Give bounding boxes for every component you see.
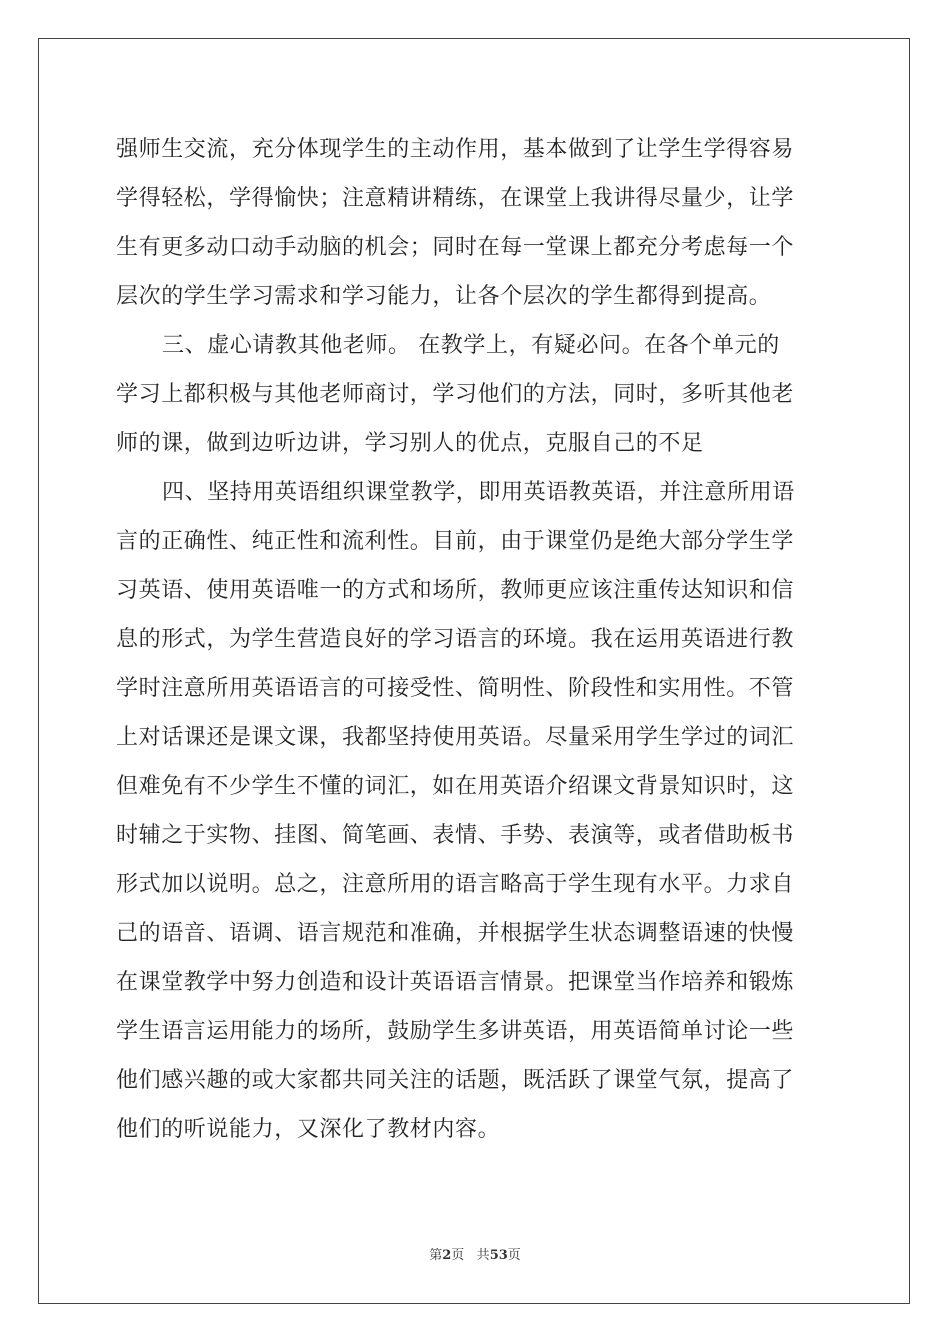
text-line: 在课堂教学中努力创造和设计英语语言情景。把课堂当作培养和锻炼	[116, 970, 795, 995]
text-line: 言的正确性、纯正性和流利性。目前，由于课堂仍是绝大部分学生学	[116, 529, 795, 554]
text-line: 他们感兴趣的或大家都共同关注的话题，既活跃了课堂气氛，提高了	[116, 1068, 795, 1093]
paragraph-start-line: 四、坚持用英语组织课堂教学，即用英语教英语，并注意所用语	[162, 480, 795, 505]
footer-total-suffix: 页	[507, 1248, 521, 1263]
text-line: 学得轻松，学得愉快；注意精讲精练，在课堂上我讲得尽量少，让学	[116, 186, 795, 211]
text-line: 师的课，做到边听边讲，学习别人的优点，克服自己的不足	[116, 431, 704, 456]
footer-total-prefix: 共	[476, 1248, 490, 1263]
text-line: 层次的学生学习需求和学习能力，让各个层次的学生都得到提高。	[116, 284, 772, 309]
text-line: 学习上都积极与其他老师商讨，学习他们的方法，同时，多听其他老	[116, 382, 795, 407]
text-line: 己的语音、语调、语言规范和准确，并根据学生状态调整语速的快慢	[116, 921, 795, 946]
text-line: 学时注意所用英语语言的可接受性、简明性、阶段性和实用性。不管	[116, 676, 795, 701]
text-line: 但难免有不少学生不懂的词汇，如在用英语介绍课文背景知识时，这	[116, 774, 795, 799]
text-line: 形式加以说明。总之，注意所用的语言略高于学生现有水平。力求自	[116, 872, 795, 897]
page-footer	[0, 1246, 950, 1266]
text-line: 生有更多动口动手动脑的机会；同时在每一堂课上都充分考虑每一个	[116, 235, 795, 260]
text-line: 上对话课还是课文课，我都坚持使用英语。尽量采用学生学过的词汇	[116, 725, 795, 750]
footer-page-suffix: 页	[451, 1248, 465, 1263]
current-page-number: 2	[442, 1248, 452, 1263]
text-line: 学生语言运用能力的场所，鼓励学生多讲英语，用英语简单讨论一些	[116, 1019, 795, 1044]
text-line: 时辅之于实物、挂图、简笔画、表情、手势、表演等，或者借助板书	[116, 823, 795, 848]
total-page-count: 53	[489, 1248, 508, 1263]
text-line: 他们的听说能力，又深化了教材内容。	[116, 1117, 501, 1142]
paragraph-start-line: 三、虚心请教其他老师。 在教学上，有疑必问。在各个单元的	[162, 333, 780, 358]
text-line: 强师生交流，充分体现学生的主动作用，基本做到了让学生学得容易	[116, 137, 795, 162]
footer-prefix: 第	[429, 1248, 443, 1263]
document-body	[116, 125, 836, 1154]
text-line: 息的形式，为学生营造良好的学习语言的环境。我在运用英语进行教	[116, 627, 795, 652]
text-line: 习英语、使用英语唯一的方式和场所，教师更应该注重传达知识和信	[116, 578, 795, 603]
